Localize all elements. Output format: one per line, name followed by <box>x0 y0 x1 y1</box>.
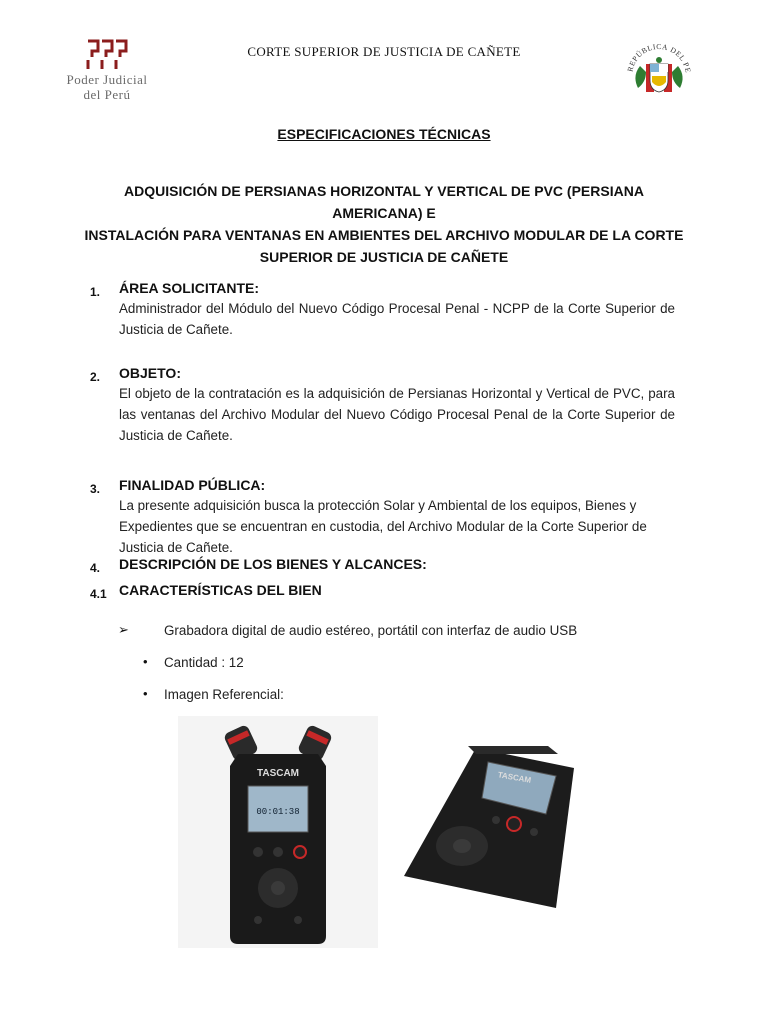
main-title <box>80 180 688 268</box>
dot-bullet-icon: • <box>143 686 148 701</box>
main-title-line: SUPERIOR DE JUSTICIA DE CAÑETE <box>259 249 509 265</box>
section-heading: OBJETO: <box>119 365 181 381</box>
dot-bullet-text: Imagen Referencial: <box>164 687 284 702</box>
section-heading: ÁREA SOLICITANTE: <box>119 280 259 296</box>
section-heading: CARACTERÍSTICAS DEL BIEN <box>119 582 322 598</box>
section-number: 4.1 <box>90 587 107 601</box>
device-screen-time: 00:01:38 <box>256 807 300 817</box>
section-number: 4. <box>90 561 101 575</box>
recorder-front-image <box>178 716 378 953</box>
section-number: 1. <box>90 285 101 299</box>
recorder-angle-image <box>396 728 596 929</box>
seal-text: REPÚBLICA DEL PE <box>625 41 693 74</box>
section-text: La presente adquisición busca la protección Solar y Ambiental de los equipos, Bienes y Expedientes que se encuentran en custodia, del Archivo Modular de la Corte Superior de Justicia de Cañete. <box>119 498 647 555</box>
dot-bullet-text: Cantidad : 12 <box>164 655 244 670</box>
logo-line-1: Poder Judicial <box>66 72 148 87</box>
device-brand-label-2: TASCAM <box>497 770 532 785</box>
device-brand-label: TASCAM <box>256 768 300 779</box>
section-number: 3. <box>90 482 101 496</box>
main-title-line: ADQUISICIÓN DE PERSIANAS HORIZONTAL Y VERTICAL DE PVC (PERSIANA AMERICANA) E <box>124 183 644 221</box>
arrow-bullet-icon: ➢ <box>118 622 129 637</box>
section-number: 2. <box>90 370 101 384</box>
section-heading: DESCRIPCIÓN DE LOS BIENES Y ALCANCES: <box>119 556 427 572</box>
logo-line-2: del Perú <box>83 87 131 102</box>
spec-title: ESPECIFICACIONES TÉCNICAS <box>277 126 491 142</box>
section-heading: FINALIDAD PÚBLICA: <box>119 477 266 493</box>
institution-title: CORTE SUPERIOR DE JUSTICIA DE CAÑETE <box>247 44 521 59</box>
arrow-bullet-text: Grabadora digital de audio estéreo, portátil con interfaz de audio USB <box>164 623 578 638</box>
section-text: El objeto de la contratación es la adquisición de Persianas Horizontal y Vertical de PVC, para las ventanas del Archivo Modular del Nuevo Código Procesal Penal de la Corte Superior de Justicia de Cañete. <box>119 386 675 443</box>
section-text: Administrador del Módulo del Nuevo Código Procesal Penal - NCPP de la Corte Superior de Justicia de Cañete. <box>119 301 675 337</box>
republica-peru-seal <box>622 36 696 111</box>
dot-bullet-icon: • <box>143 654 148 669</box>
main-title-line: INSTALACIÓN PARA VENTANAS EN AMBIENTES DEL ARCHIVO MODULAR DE LA CORTE <box>84 227 684 243</box>
